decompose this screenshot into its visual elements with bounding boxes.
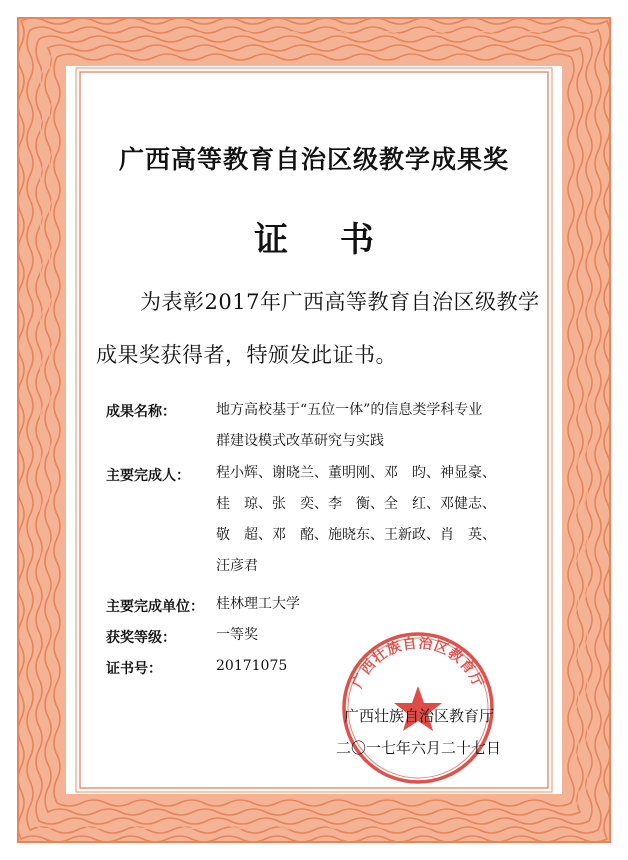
- achievement-name-line-2: 群建设模式改革研究与实践: [216, 433, 384, 449]
- achievement-label: 成果名称：: [106, 404, 176, 420]
- issue-date: 二〇一七年六月二十七日: [336, 739, 502, 757]
- unit-value: 桂林理工大学: [216, 596, 300, 612]
- issuer-name: 广西壮族自治区教育厅: [344, 707, 495, 725]
- level-label: 获奖等级：: [106, 630, 176, 646]
- certificate-title: 广西高等教育自治区级教学成果奖: [118, 145, 509, 174]
- achievement-name-line-1: 地方高校基于“五位一体”的信息类学科专业: [216, 402, 483, 418]
- number-label: 证书号：: [106, 661, 162, 677]
- certificate-subtitle: [0, 212, 628, 261]
- members-label: 主要完成人：: [106, 468, 190, 484]
- statement-line-1: 为表彰2017年广西高等教育自治区级教学: [140, 290, 540, 314]
- members-line-2: 桂 琼、张 奕、李 衡、全 红、邓健志、: [216, 496, 496, 512]
- subtitle-char-2: 书: [339, 220, 374, 260]
- members-line-3: 敬 超、邓 酩、施晓东、王新政、肖 英、: [216, 527, 496, 543]
- members-line-1: 程小辉、谢晓兰、董明刚、邓 昀、神显豪、: [216, 465, 496, 481]
- subtitle-char-1: 证: [254, 220, 289, 260]
- unit-label: 主要完成单位：: [106, 599, 204, 615]
- svg-text:广西壮族自治区教育厅: 广西壮族自治区教育厅: [349, 635, 487, 691]
- members-line-4: 汪彦君: [216, 558, 258, 574]
- certificate-number: 20171075: [216, 658, 288, 674]
- statement-line-2: 成果奖获得者，特颁发此证书。: [96, 343, 397, 367]
- level-value: 一等奖: [216, 627, 258, 643]
